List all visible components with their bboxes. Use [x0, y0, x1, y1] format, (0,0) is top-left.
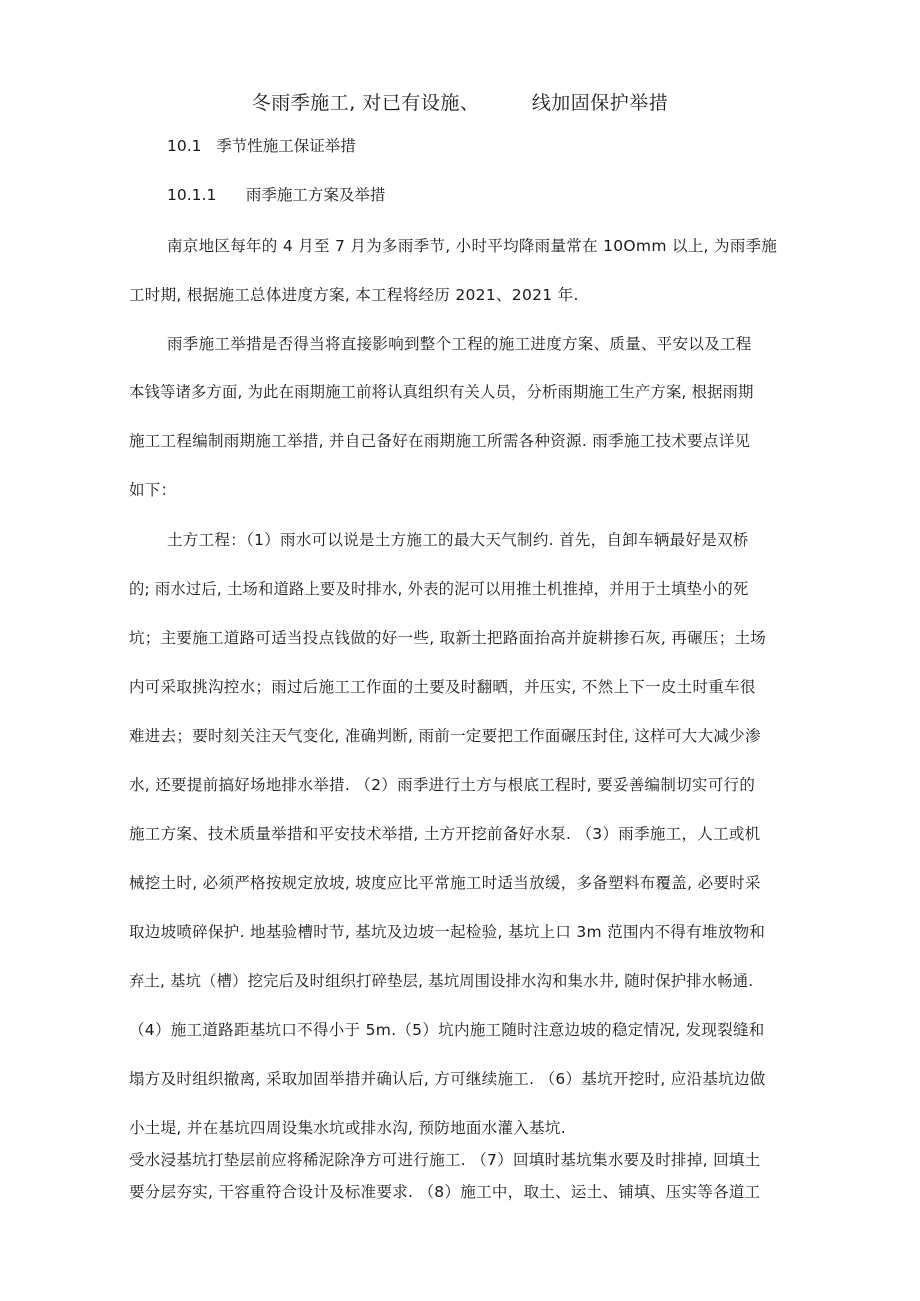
paragraph-line: 雨季施工举措是否得当将直接影响到整个工程的施工进度方案、质量、平安以及工程: [167, 335, 752, 353]
paragraph-line: 本钱等诸多方面, 为此在雨期施工前将认真组织有关人员，分析雨期施工生产方案, 根据雨期: [129, 383, 754, 401]
paragraph-line: 塌方及时组织撤离, 采取加固举措并确认后, 方可继续施工. （6）基坑开挖时, 应沿基坑边做: [129, 1070, 766, 1088]
paragraph-line: 土方工程：（1）雨水可以说是土方施工的最大天气制约. 首先，自卸车辆最好是双桥: [167, 531, 749, 549]
paragraph-line: 小土堤, 并在基坑四周设集水坑或排水沟, 预防地面水灌入基坑.: [129, 1119, 566, 1137]
section-heading-10-1: 10.1 季节性施工保证举措: [167, 137, 356, 155]
paragraph-line: 南京地区每年的 4 月至 7 月为多雨季节, 小时平均降雨量常在 10Omm 以上, 为雨季施: [167, 237, 778, 255]
paragraph-line: （4）施工道路距基坑口不得小于 5m.（5）坑内施工随时注意边坡的稳定情况, 发现裂缝和: [129, 1021, 765, 1039]
document-title: 冬雨季施工, 对已有设施、 线加固保护举措: [251, 92, 669, 114]
paragraph-line: 水, 还要提前搞好场地排水举措. （2）雨季进行土方与根底工程时, 要妥善编制切实可行的: [129, 776, 756, 794]
paragraph-line: 要分层夯实, 干容重符合设计及标准要求. （8）施工中，取土、运土、铺填、压实等各道工: [129, 1183, 761, 1201]
paragraph-line: 难进去；要时刻关注天气变化, 准确判断, 雨前一定要把工作面碾压封住, 这样可大大减少渗: [129, 727, 761, 745]
paragraph-line: 弃土, 基坑（槽）挖完后及时组织打碎垫层, 基坑周围设排水沟和集水井, 随时保护排水畅通.: [129, 972, 754, 990]
paragraph-line: 施工工程编制雨期施工举措, 并自己备好在雨期施工所需各种资源. 雨季施工技术要点详见: [129, 432, 751, 450]
paragraph-line: 内可采取挑沟控水；雨过后施工工作面的土要及时翻晒，并压实, 不然上下一皮土时重车很: [129, 678, 756, 696]
section-heading-10-1-1: 10.1.1 雨季施工方案及举措: [167, 186, 386, 204]
paragraph-line: 受水浸基坑打垫层前应将稀泥除净方可进行施工. （7）回填时基坑集水要及时排掉, 回填土: [129, 1151, 761, 1169]
paragraph-line: 坑；主要施工道路可适当投点钱做的好一些, 取新土把路面抬高并旋耕掺石灰, 再碾压；土场: [129, 629, 767, 647]
paragraph-line: 取边坡喷碎保护. 地基验槽时节, 基坑及边坡一起检验, 基坑上口 3m 范围内不得有堆放物和: [129, 923, 766, 941]
paragraph-line: 工时期, 根据施工总体进度方案, 本工程将经历 2021、2021 年.: [129, 286, 579, 304]
paragraph-line: 的; 雨水过后, 土场和道路上要及时排水, 外表的泥可以用推土机推掉，并用于土填垫小的死: [129, 580, 749, 598]
paragraph-line: 如下：: [129, 481, 177, 499]
paragraph-line: 施工方案、技术质量举措和平安技术举措, 土方开挖前备好水泵. （3）雨季施工，人工或机: [129, 825, 761, 843]
paragraph-line: 械挖土时, 必须严格按规定放坡, 坡度应比平常施工时适当放缓，多备塑料布覆盖, 必要时采: [129, 874, 761, 892]
